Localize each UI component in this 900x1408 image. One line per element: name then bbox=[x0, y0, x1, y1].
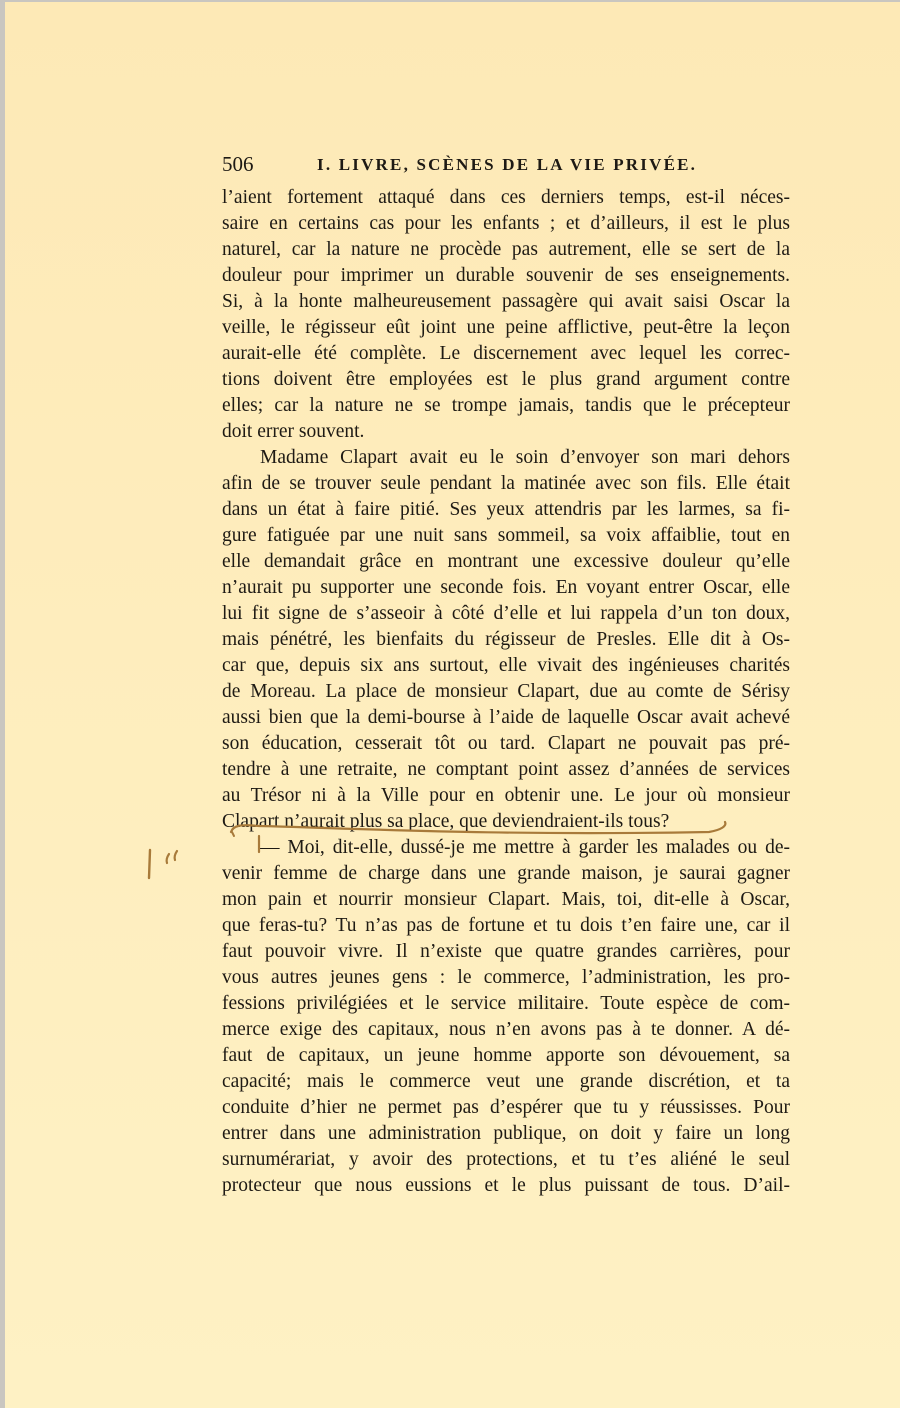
text-line: son éducation, cesserait tôt ou tard. Clapart ne pouvait pas pré- bbox=[222, 733, 790, 754]
text-line: tendre à une retraite, ne comptant point assez d’années de services bbox=[222, 759, 790, 780]
text-line: Si, à la honte malheureusement passagère qui avait saisi Oscar la bbox=[222, 291, 790, 312]
text-line: veille, le régisseur eût joint une peine afflictive, peut-être la leçon bbox=[222, 317, 790, 338]
text-line: n’aurait pu supporter une seconde fois. En voyant entrer Oscar, elle bbox=[222, 577, 790, 598]
running-title: I. LIVRE, SCÈNES DE LA VIE PRIVÉE. bbox=[317, 155, 698, 174]
book-page bbox=[5, 2, 900, 1408]
page-header bbox=[222, 150, 790, 180]
text-line: dans un état à faire pitié. Ses yeux attendris par les larmes, sa fi- bbox=[222, 499, 790, 520]
text-line: que feras-tu? Tu n’as pas de fortune et tu dois t’en faire une, car il bbox=[222, 915, 790, 936]
text-line: faut de capitaux, un jeune homme apporte son dévouement, sa bbox=[222, 1045, 790, 1066]
text-line: fessions privilégiées et le service militaire. Toute espèce de com- bbox=[222, 993, 790, 1014]
text-line: protecteur que nous eussions et le plus puissant de tous. D’ail- bbox=[222, 1175, 790, 1196]
text-line: conduite d’hier ne permet pas d’espérer que tu y réussisses. Pour bbox=[222, 1097, 790, 1118]
text-line: venir femme de charge dans une grande maison, je saurai gagner bbox=[222, 863, 790, 884]
text-line: lui fit signe de s’asseoir à côté d’elle et lui rappela d’un ton doux, bbox=[222, 603, 790, 624]
text-line: de Moreau. La place de monsieur Clapart, due au comte de Sérisy bbox=[222, 681, 790, 702]
text-line: saire en certains cas pour les enfants ; et d’ailleurs, il est le plus bbox=[222, 213, 790, 234]
text-line: aussi bien que la demi-bourse à l’aide de laquelle Oscar avait achevé bbox=[222, 707, 790, 728]
text-line: tions doivent être employées est le plus grand argument contre bbox=[222, 369, 790, 390]
text-line: surnumérariat, y avoir des protections, et tu t’es aliéné le seul bbox=[222, 1149, 790, 1170]
text-line: gure fatiguée par une nuit sans sommeil, sa voix affaiblie, tout en bbox=[222, 525, 790, 546]
text-line: au Trésor ni à la Ville pour en obtenir une. Le jour où monsieur bbox=[222, 785, 790, 806]
text-line: car que, depuis six ans surtout, elle vivait des ingénieuses charités bbox=[222, 655, 790, 676]
text-line: mon pain et nourrir monsieur Clapart. Mais, toi, dit-elle à Oscar, bbox=[222, 889, 790, 910]
text-line: elles; car la nature ne se trompe jamais, tandis que le précepteur bbox=[222, 395, 790, 416]
page-number: 506 bbox=[222, 152, 254, 176]
handwritten-underline-mark bbox=[229, 814, 729, 854]
text-line: capacité; mais le commerce veut une grande discrétion, et ta bbox=[222, 1071, 790, 1092]
paragraph-start-line: — Moi, dit-elle, dussé-je me mettre à garder les malades ou de- bbox=[260, 837, 790, 858]
text-line: afin de se trouver seule pendant la matinée avec son fils. Elle était bbox=[222, 473, 790, 494]
text-line: faut pouvoir vivre. Il n’existe que quatre grandes carrières, pour bbox=[222, 941, 790, 962]
body-text bbox=[222, 185, 790, 1199]
text-line: merce exige des capitaux, nous n’en avons pas à te donner. A dé- bbox=[222, 1019, 790, 1040]
text-line: mais pénétré, les bienfaits du régisseur de Presles. Elle dit à Os- bbox=[222, 629, 790, 650]
paragraph-start-line: Madame Clapart avait eu le soin d’envoyer son mari dehors bbox=[260, 447, 790, 468]
text-line: douleur pour imprimer un durable souvenir de ses enseignements. bbox=[222, 265, 790, 286]
text-line: entrer dans une administration publique, on doit y faire un long bbox=[222, 1123, 790, 1144]
text-line: Clapart n’aurait plus sa place, que deviendraient-ils tous? bbox=[222, 811, 670, 832]
handwritten-margin-mark bbox=[145, 844, 195, 884]
text-line: doit errer souvent. bbox=[222, 421, 365, 442]
text-line: l’aient fortement attaqué dans ces derniers temps, est-il néces- bbox=[222, 187, 790, 208]
text-line: elle demandait grâce en montrant une excessive douleur qu’elle bbox=[222, 551, 790, 572]
text-line: naturel, car la nature ne procède pas autrement, elle se sert de la bbox=[222, 239, 790, 260]
text-line: vous autres jeunes gens : le commerce, l’administration, les pro- bbox=[222, 967, 790, 988]
text-line: aurait-elle été complète. Le discernement avec lequel les correc- bbox=[222, 343, 790, 364]
